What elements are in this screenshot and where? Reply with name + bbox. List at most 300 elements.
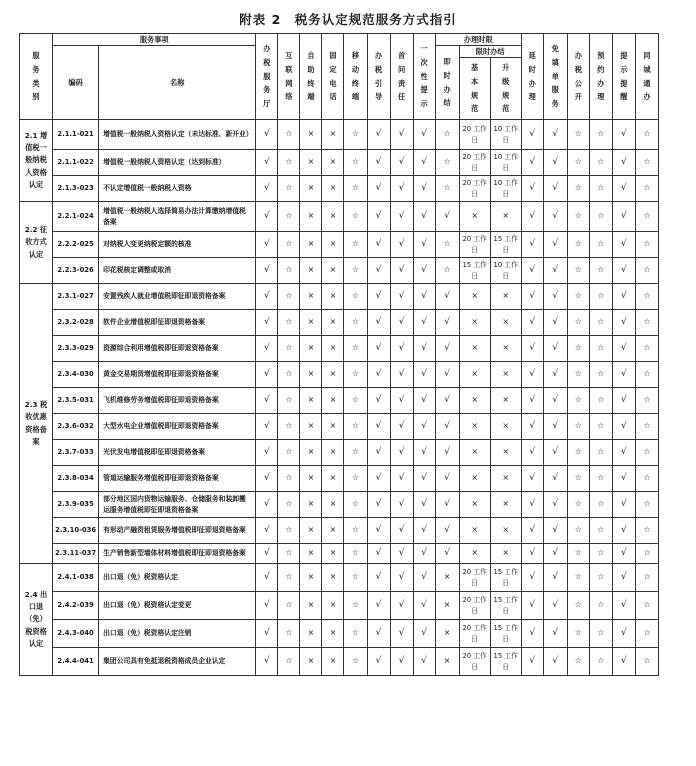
service-mark: √ bbox=[256, 362, 278, 388]
item-code: 2.3.5-031 bbox=[53, 388, 99, 414]
table-row bbox=[20, 150, 659, 176]
service-mark: ☆ bbox=[635, 362, 658, 388]
service-mark: √ bbox=[413, 544, 435, 564]
service-mark: √ bbox=[612, 440, 635, 466]
item-name: 增值税一般纳税人资格认定（达到标准） bbox=[99, 150, 256, 176]
service-mark: ☆ bbox=[635, 310, 658, 336]
upgrade-time: 15 工作日 bbox=[490, 620, 521, 648]
service-mark: √ bbox=[521, 202, 543, 232]
item-name: 增值税一般纳税人选择简易办法计算缴纳增值税备案 bbox=[99, 202, 256, 232]
service-mark: √ bbox=[367, 284, 390, 310]
upgrade-time: 10 工作日 bbox=[490, 176, 521, 202]
header-code: 编码 bbox=[53, 46, 99, 120]
service-mark: √ bbox=[413, 284, 435, 310]
service-mark: × bbox=[300, 492, 322, 518]
category-cell: 2.1 增值税一般纳税人资格认定 bbox=[20, 120, 53, 202]
table-row bbox=[20, 176, 659, 202]
table-row bbox=[20, 388, 659, 414]
service-mark: √ bbox=[413, 362, 435, 388]
item-name: 部分地区国内货物运输服务、仓储服务和装卸搬运服务增值税即征即退资格备案 bbox=[99, 492, 256, 518]
service-mark: √ bbox=[367, 492, 390, 518]
service-mark: √ bbox=[413, 310, 435, 336]
service-mark: √ bbox=[521, 284, 543, 310]
item-name: 飞机维修劳务增值税即征即退资格备案 bbox=[99, 388, 256, 414]
service-mark: √ bbox=[256, 310, 278, 336]
service-mark: ☆ bbox=[567, 648, 589, 676]
header-no-form: 免填单服务 bbox=[543, 34, 567, 120]
service-mark: ☆ bbox=[635, 414, 658, 440]
service-mark: √ bbox=[543, 232, 567, 258]
header-mobile: 移动终端 bbox=[344, 34, 367, 120]
basic-time: 20 工作日 bbox=[459, 120, 490, 150]
service-mark: √ bbox=[367, 648, 390, 676]
service-mark: ☆ bbox=[635, 120, 658, 150]
service-mark: × bbox=[300, 202, 322, 232]
item-name: 生产销售新型墙体材料增值税即征即退资格备案 bbox=[99, 544, 256, 564]
table-row bbox=[20, 518, 659, 544]
upgrade-time: × bbox=[490, 466, 521, 492]
service-mark: √ bbox=[543, 202, 567, 232]
service-mark: × bbox=[300, 150, 322, 176]
item-name: 软件企业增值税即征即退资格备案 bbox=[99, 310, 256, 336]
service-mark: √ bbox=[390, 388, 413, 414]
service-mark: √ bbox=[521, 414, 543, 440]
header-immediate: 即时办结 bbox=[435, 46, 459, 120]
service-mark: √ bbox=[256, 284, 278, 310]
basic-time: 15 工作日 bbox=[459, 258, 490, 284]
service-mark: √ bbox=[521, 620, 543, 648]
table-row bbox=[20, 544, 659, 564]
service-mark: √ bbox=[256, 120, 278, 150]
item-name: 出口退（免）税资格认定注销 bbox=[99, 620, 256, 648]
service-mark: × bbox=[322, 258, 344, 284]
service-mark: √ bbox=[367, 592, 390, 620]
service-mark: √ bbox=[543, 120, 567, 150]
service-mark: √ bbox=[390, 232, 413, 258]
service-mark: ☆ bbox=[635, 466, 658, 492]
service-mark: √ bbox=[543, 414, 567, 440]
item-code: 2.3.8-034 bbox=[53, 466, 99, 492]
service-mark: × bbox=[322, 202, 344, 232]
item-name: 黄金交易期货增值税即征即退资格备案 bbox=[99, 362, 256, 388]
header-time-limit: 限时办结 bbox=[459, 46, 521, 58]
service-mark: √ bbox=[543, 564, 567, 592]
service-mark: √ bbox=[390, 492, 413, 518]
service-mark: √ bbox=[521, 592, 543, 620]
service-mark: ☆ bbox=[589, 648, 612, 676]
service-mark: √ bbox=[367, 202, 390, 232]
header-remind: 提示提醒 bbox=[612, 34, 635, 120]
service-mark: √ bbox=[413, 120, 435, 150]
service-mark: √ bbox=[367, 466, 390, 492]
table-row bbox=[20, 564, 659, 592]
service-mark: ☆ bbox=[589, 466, 612, 492]
service-mark: ☆ bbox=[344, 258, 367, 284]
service-mark: √ bbox=[521, 150, 543, 176]
service-mark: × bbox=[300, 414, 322, 440]
service-mark: √ bbox=[435, 492, 459, 518]
basic-time: × bbox=[459, 518, 490, 544]
item-name: 光伏发电增值税即征即退资格备案 bbox=[99, 440, 256, 466]
service-mark: √ bbox=[521, 176, 543, 202]
service-mark: √ bbox=[543, 466, 567, 492]
service-mark: ☆ bbox=[278, 310, 300, 336]
service-mark: ☆ bbox=[567, 150, 589, 176]
service-mark: √ bbox=[543, 284, 567, 310]
service-mark: √ bbox=[543, 440, 567, 466]
service-mark: √ bbox=[390, 336, 413, 362]
service-mark: √ bbox=[543, 648, 567, 676]
service-mark: ☆ bbox=[589, 336, 612, 362]
service-mark: ☆ bbox=[344, 414, 367, 440]
service-mark: √ bbox=[521, 362, 543, 388]
service-mark: √ bbox=[390, 414, 413, 440]
service-mark: ☆ bbox=[567, 258, 589, 284]
upgrade-time: × bbox=[490, 414, 521, 440]
service-mark: ☆ bbox=[589, 362, 612, 388]
service-mark: × bbox=[300, 336, 322, 362]
service-mark: ☆ bbox=[589, 258, 612, 284]
service-mark: √ bbox=[612, 362, 635, 388]
upgrade-time: 15 工作日 bbox=[490, 232, 521, 258]
table-row bbox=[20, 620, 659, 648]
service-mark: ☆ bbox=[589, 440, 612, 466]
service-mark: √ bbox=[413, 150, 435, 176]
table-row bbox=[20, 466, 659, 492]
service-mark: √ bbox=[543, 518, 567, 544]
item-code: 2.2.1-024 bbox=[53, 202, 99, 232]
service-mark: ☆ bbox=[567, 284, 589, 310]
service-mark: ☆ bbox=[278, 176, 300, 202]
service-mark: ☆ bbox=[278, 336, 300, 362]
item-code: 2.4.4-041 bbox=[53, 648, 99, 676]
header-appoint: 预约办理 bbox=[589, 34, 612, 120]
service-mark: √ bbox=[435, 202, 459, 232]
item-code: 2.4.2-039 bbox=[53, 592, 99, 620]
service-mark: √ bbox=[435, 388, 459, 414]
service-mark: × bbox=[322, 150, 344, 176]
service-mark: √ bbox=[413, 388, 435, 414]
service-mark: ☆ bbox=[344, 620, 367, 648]
service-mark: ☆ bbox=[635, 544, 658, 564]
service-mark: ☆ bbox=[635, 202, 658, 232]
service-mark: × bbox=[322, 414, 344, 440]
service-mark: ☆ bbox=[635, 592, 658, 620]
service-mark: √ bbox=[612, 492, 635, 518]
service-mark: ☆ bbox=[344, 492, 367, 518]
upgrade-time: 10 工作日 bbox=[490, 120, 521, 150]
upgrade-time: × bbox=[490, 518, 521, 544]
service-mark: × bbox=[322, 310, 344, 336]
upgrade-time: 15 工作日 bbox=[490, 648, 521, 676]
item-name: 出口退（免）税资格认定变更 bbox=[99, 592, 256, 620]
service-mark: ☆ bbox=[567, 592, 589, 620]
service-mark: ☆ bbox=[635, 150, 658, 176]
item-name: 集团公司具有免抵退税资格成员企业认定 bbox=[99, 648, 256, 676]
service-mark: √ bbox=[521, 564, 543, 592]
item-code: 2.4.3-040 bbox=[53, 620, 99, 648]
service-mark: √ bbox=[367, 120, 390, 150]
service-mark: × bbox=[300, 258, 322, 284]
service-mark: ☆ bbox=[589, 492, 612, 518]
service-mark: ☆ bbox=[344, 202, 367, 232]
header-service-items: 服务事项 bbox=[53, 34, 256, 46]
service-mark: √ bbox=[390, 544, 413, 564]
service-mark: ☆ bbox=[344, 544, 367, 564]
header-first-resp: 首问责任 bbox=[390, 34, 413, 120]
service-mark: × bbox=[322, 648, 344, 676]
service-mark: ☆ bbox=[567, 310, 589, 336]
header-same-city: 同城通办 bbox=[635, 34, 658, 120]
table-row bbox=[20, 414, 659, 440]
service-mark: ☆ bbox=[344, 176, 367, 202]
service-mark: × bbox=[300, 176, 322, 202]
item-code: 2.1.1-022 bbox=[53, 150, 99, 176]
table-row bbox=[20, 284, 659, 310]
service-mark: √ bbox=[413, 258, 435, 284]
service-mark: ☆ bbox=[567, 414, 589, 440]
service-mark: ☆ bbox=[278, 440, 300, 466]
table-row bbox=[20, 440, 659, 466]
service-mark: ☆ bbox=[635, 564, 658, 592]
item-code: 2.3.2-028 bbox=[53, 310, 99, 336]
header-public: 办税公开 bbox=[567, 34, 589, 120]
service-mark: √ bbox=[256, 336, 278, 362]
service-mark: × bbox=[322, 120, 344, 150]
service-mark: √ bbox=[521, 518, 543, 544]
item-code: 2.3.7-033 bbox=[53, 440, 99, 466]
service-mark: √ bbox=[543, 492, 567, 518]
service-mark: √ bbox=[612, 150, 635, 176]
basic-time: × bbox=[459, 388, 490, 414]
service-mark: √ bbox=[256, 592, 278, 620]
table-row bbox=[20, 232, 659, 258]
service-mark: √ bbox=[367, 544, 390, 564]
item-code: 2.3.11-037 bbox=[53, 544, 99, 564]
upgrade-time: 10 工作日 bbox=[490, 150, 521, 176]
service-mark: √ bbox=[256, 466, 278, 492]
header-handle-time: 办理时限 bbox=[435, 34, 521, 46]
service-mark: √ bbox=[256, 202, 278, 232]
service-mark: ☆ bbox=[278, 388, 300, 414]
upgrade-time: 15 工作日 bbox=[490, 592, 521, 620]
service-mark: √ bbox=[435, 414, 459, 440]
basic-time: × bbox=[459, 362, 490, 388]
service-mark: ☆ bbox=[278, 284, 300, 310]
item-code: 2.1.1-021 bbox=[53, 120, 99, 150]
item-code: 2.3.4-030 bbox=[53, 362, 99, 388]
item-name: 管道运输服务增值税即征即退资格备案 bbox=[99, 466, 256, 492]
service-mark: √ bbox=[390, 518, 413, 544]
service-mark: √ bbox=[612, 202, 635, 232]
service-mark: ☆ bbox=[589, 310, 612, 336]
service-mark: × bbox=[300, 120, 322, 150]
service-mark: × bbox=[300, 592, 322, 620]
item-name: 不认定增值税一般纳税人资格 bbox=[99, 176, 256, 202]
service-mark: × bbox=[300, 310, 322, 336]
service-mark: × bbox=[322, 232, 344, 258]
item-code: 2.3.10-036 bbox=[53, 518, 99, 544]
service-mark: ☆ bbox=[567, 202, 589, 232]
service-mark: √ bbox=[367, 414, 390, 440]
service-mark: × bbox=[300, 648, 322, 676]
service-mark: √ bbox=[521, 310, 543, 336]
basic-time: 20 工作日 bbox=[459, 564, 490, 592]
item-name: 资源综合利用增值税即征即退资格备案 bbox=[99, 336, 256, 362]
basic-time: × bbox=[459, 440, 490, 466]
service-mark: ☆ bbox=[435, 258, 459, 284]
upgrade-time: × bbox=[490, 202, 521, 232]
service-mark: × bbox=[300, 544, 322, 564]
service-mark: √ bbox=[543, 362, 567, 388]
service-mark: √ bbox=[390, 150, 413, 176]
service-mark: √ bbox=[390, 120, 413, 150]
service-mark: × bbox=[322, 518, 344, 544]
service-mark: √ bbox=[390, 176, 413, 202]
service-mark: × bbox=[322, 440, 344, 466]
header-once-notice: 一次性提示 bbox=[413, 34, 435, 120]
upgrade-time: 15 工作日 bbox=[490, 564, 521, 592]
service-mark: ☆ bbox=[635, 258, 658, 284]
basic-time: 20 工作日 bbox=[459, 592, 490, 620]
service-mark: √ bbox=[256, 258, 278, 284]
service-mark: √ bbox=[413, 492, 435, 518]
service-mark: ☆ bbox=[567, 176, 589, 202]
service-mark: √ bbox=[367, 620, 390, 648]
service-mark: √ bbox=[612, 284, 635, 310]
service-mark: ☆ bbox=[589, 284, 612, 310]
service-mark: ☆ bbox=[589, 620, 612, 648]
service-mark: √ bbox=[367, 150, 390, 176]
service-mark: × bbox=[435, 648, 459, 676]
item-name: 对纳税人变更纳税定额的核准 bbox=[99, 232, 256, 258]
service-mark: ☆ bbox=[344, 310, 367, 336]
service-mark: ☆ bbox=[435, 150, 459, 176]
service-mark: √ bbox=[390, 440, 413, 466]
service-mark: ☆ bbox=[567, 440, 589, 466]
service-mark: √ bbox=[367, 258, 390, 284]
table-row bbox=[20, 336, 659, 362]
basic-time: 20 工作日 bbox=[459, 648, 490, 676]
service-mark: × bbox=[322, 564, 344, 592]
service-mark: √ bbox=[521, 232, 543, 258]
service-mark: ☆ bbox=[435, 176, 459, 202]
service-mark: √ bbox=[390, 620, 413, 648]
basic-time: × bbox=[459, 336, 490, 362]
item-code: 2.3.1-027 bbox=[53, 284, 99, 310]
service-mark: √ bbox=[256, 518, 278, 544]
service-mark: ☆ bbox=[278, 492, 300, 518]
basic-time: × bbox=[459, 492, 490, 518]
service-mark: √ bbox=[435, 440, 459, 466]
service-mark: ☆ bbox=[344, 564, 367, 592]
service-mark: × bbox=[322, 544, 344, 564]
service-mark: √ bbox=[413, 336, 435, 362]
category-cell: 2.4 出口退（免）税资格认定 bbox=[20, 564, 53, 676]
service-mark: √ bbox=[390, 310, 413, 336]
service-mark: √ bbox=[413, 176, 435, 202]
service-mark: √ bbox=[413, 232, 435, 258]
basic-time: 20 工作日 bbox=[459, 176, 490, 202]
service-mark: ☆ bbox=[589, 544, 612, 564]
service-mark: √ bbox=[612, 592, 635, 620]
item-code: 2.3.9-035 bbox=[53, 492, 99, 518]
service-mark: √ bbox=[367, 310, 390, 336]
service-mark: ☆ bbox=[278, 620, 300, 648]
item-code: 2.2.2-025 bbox=[53, 232, 99, 258]
table-body bbox=[20, 120, 659, 676]
service-mark: ☆ bbox=[278, 564, 300, 592]
service-mark: √ bbox=[543, 620, 567, 648]
upgrade-time: × bbox=[490, 440, 521, 466]
service-mark: √ bbox=[543, 176, 567, 202]
service-mark: × bbox=[322, 592, 344, 620]
upgrade-time: × bbox=[490, 336, 521, 362]
service-mark: ☆ bbox=[567, 120, 589, 150]
service-mark: √ bbox=[612, 466, 635, 492]
service-mark: ☆ bbox=[567, 492, 589, 518]
service-mark: √ bbox=[367, 336, 390, 362]
service-mark: √ bbox=[390, 564, 413, 592]
service-mark: √ bbox=[256, 648, 278, 676]
item-name: 安置残疾人就业增值税即征即退资格备案 bbox=[99, 284, 256, 310]
item-code: 2.3.6-032 bbox=[53, 414, 99, 440]
service-mark: √ bbox=[435, 336, 459, 362]
service-mark: × bbox=[322, 336, 344, 362]
service-mark: √ bbox=[435, 544, 459, 564]
service-mark: √ bbox=[256, 620, 278, 648]
table-row bbox=[20, 492, 659, 518]
service-mark: ☆ bbox=[344, 648, 367, 676]
service-mark: ☆ bbox=[635, 492, 658, 518]
service-mark: √ bbox=[367, 232, 390, 258]
item-name: 增值税一般纳税人资格认定（未达标准、新开业） bbox=[99, 120, 256, 150]
service-mark: ☆ bbox=[278, 120, 300, 150]
table-row bbox=[20, 310, 659, 336]
service-mark: × bbox=[300, 284, 322, 310]
service-mark: × bbox=[322, 620, 344, 648]
service-mark: × bbox=[300, 362, 322, 388]
service-mark: ☆ bbox=[344, 120, 367, 150]
service-mark: √ bbox=[367, 440, 390, 466]
service-mark: ☆ bbox=[567, 336, 589, 362]
upgrade-time: × bbox=[490, 284, 521, 310]
service-mark: √ bbox=[612, 544, 635, 564]
service-mark: ☆ bbox=[635, 518, 658, 544]
basic-time: × bbox=[459, 466, 490, 492]
service-mark: ☆ bbox=[278, 544, 300, 564]
service-mark: √ bbox=[390, 362, 413, 388]
upgrade-time: × bbox=[490, 544, 521, 564]
service-mark: √ bbox=[521, 648, 543, 676]
table-row bbox=[20, 362, 659, 388]
service-mark: ☆ bbox=[278, 150, 300, 176]
service-mark: ☆ bbox=[589, 388, 612, 414]
service-mark: ☆ bbox=[344, 440, 367, 466]
item-name: 出口退（免）税资格认定 bbox=[99, 564, 256, 592]
service-mark: × bbox=[300, 466, 322, 492]
header-terminal: 自助终端 bbox=[300, 34, 322, 120]
service-mark: ☆ bbox=[567, 518, 589, 544]
service-mark: ☆ bbox=[635, 620, 658, 648]
item-name: 有形动产融资租赁服务增值税即征即退资格备案 bbox=[99, 518, 256, 544]
service-mark: √ bbox=[256, 388, 278, 414]
basic-time: × bbox=[459, 310, 490, 336]
item-name: 大型水电企业增值税即征即退资格备案 bbox=[99, 414, 256, 440]
service-mark: × bbox=[322, 388, 344, 414]
service-mark: ☆ bbox=[278, 232, 300, 258]
service-mark: × bbox=[300, 232, 322, 258]
